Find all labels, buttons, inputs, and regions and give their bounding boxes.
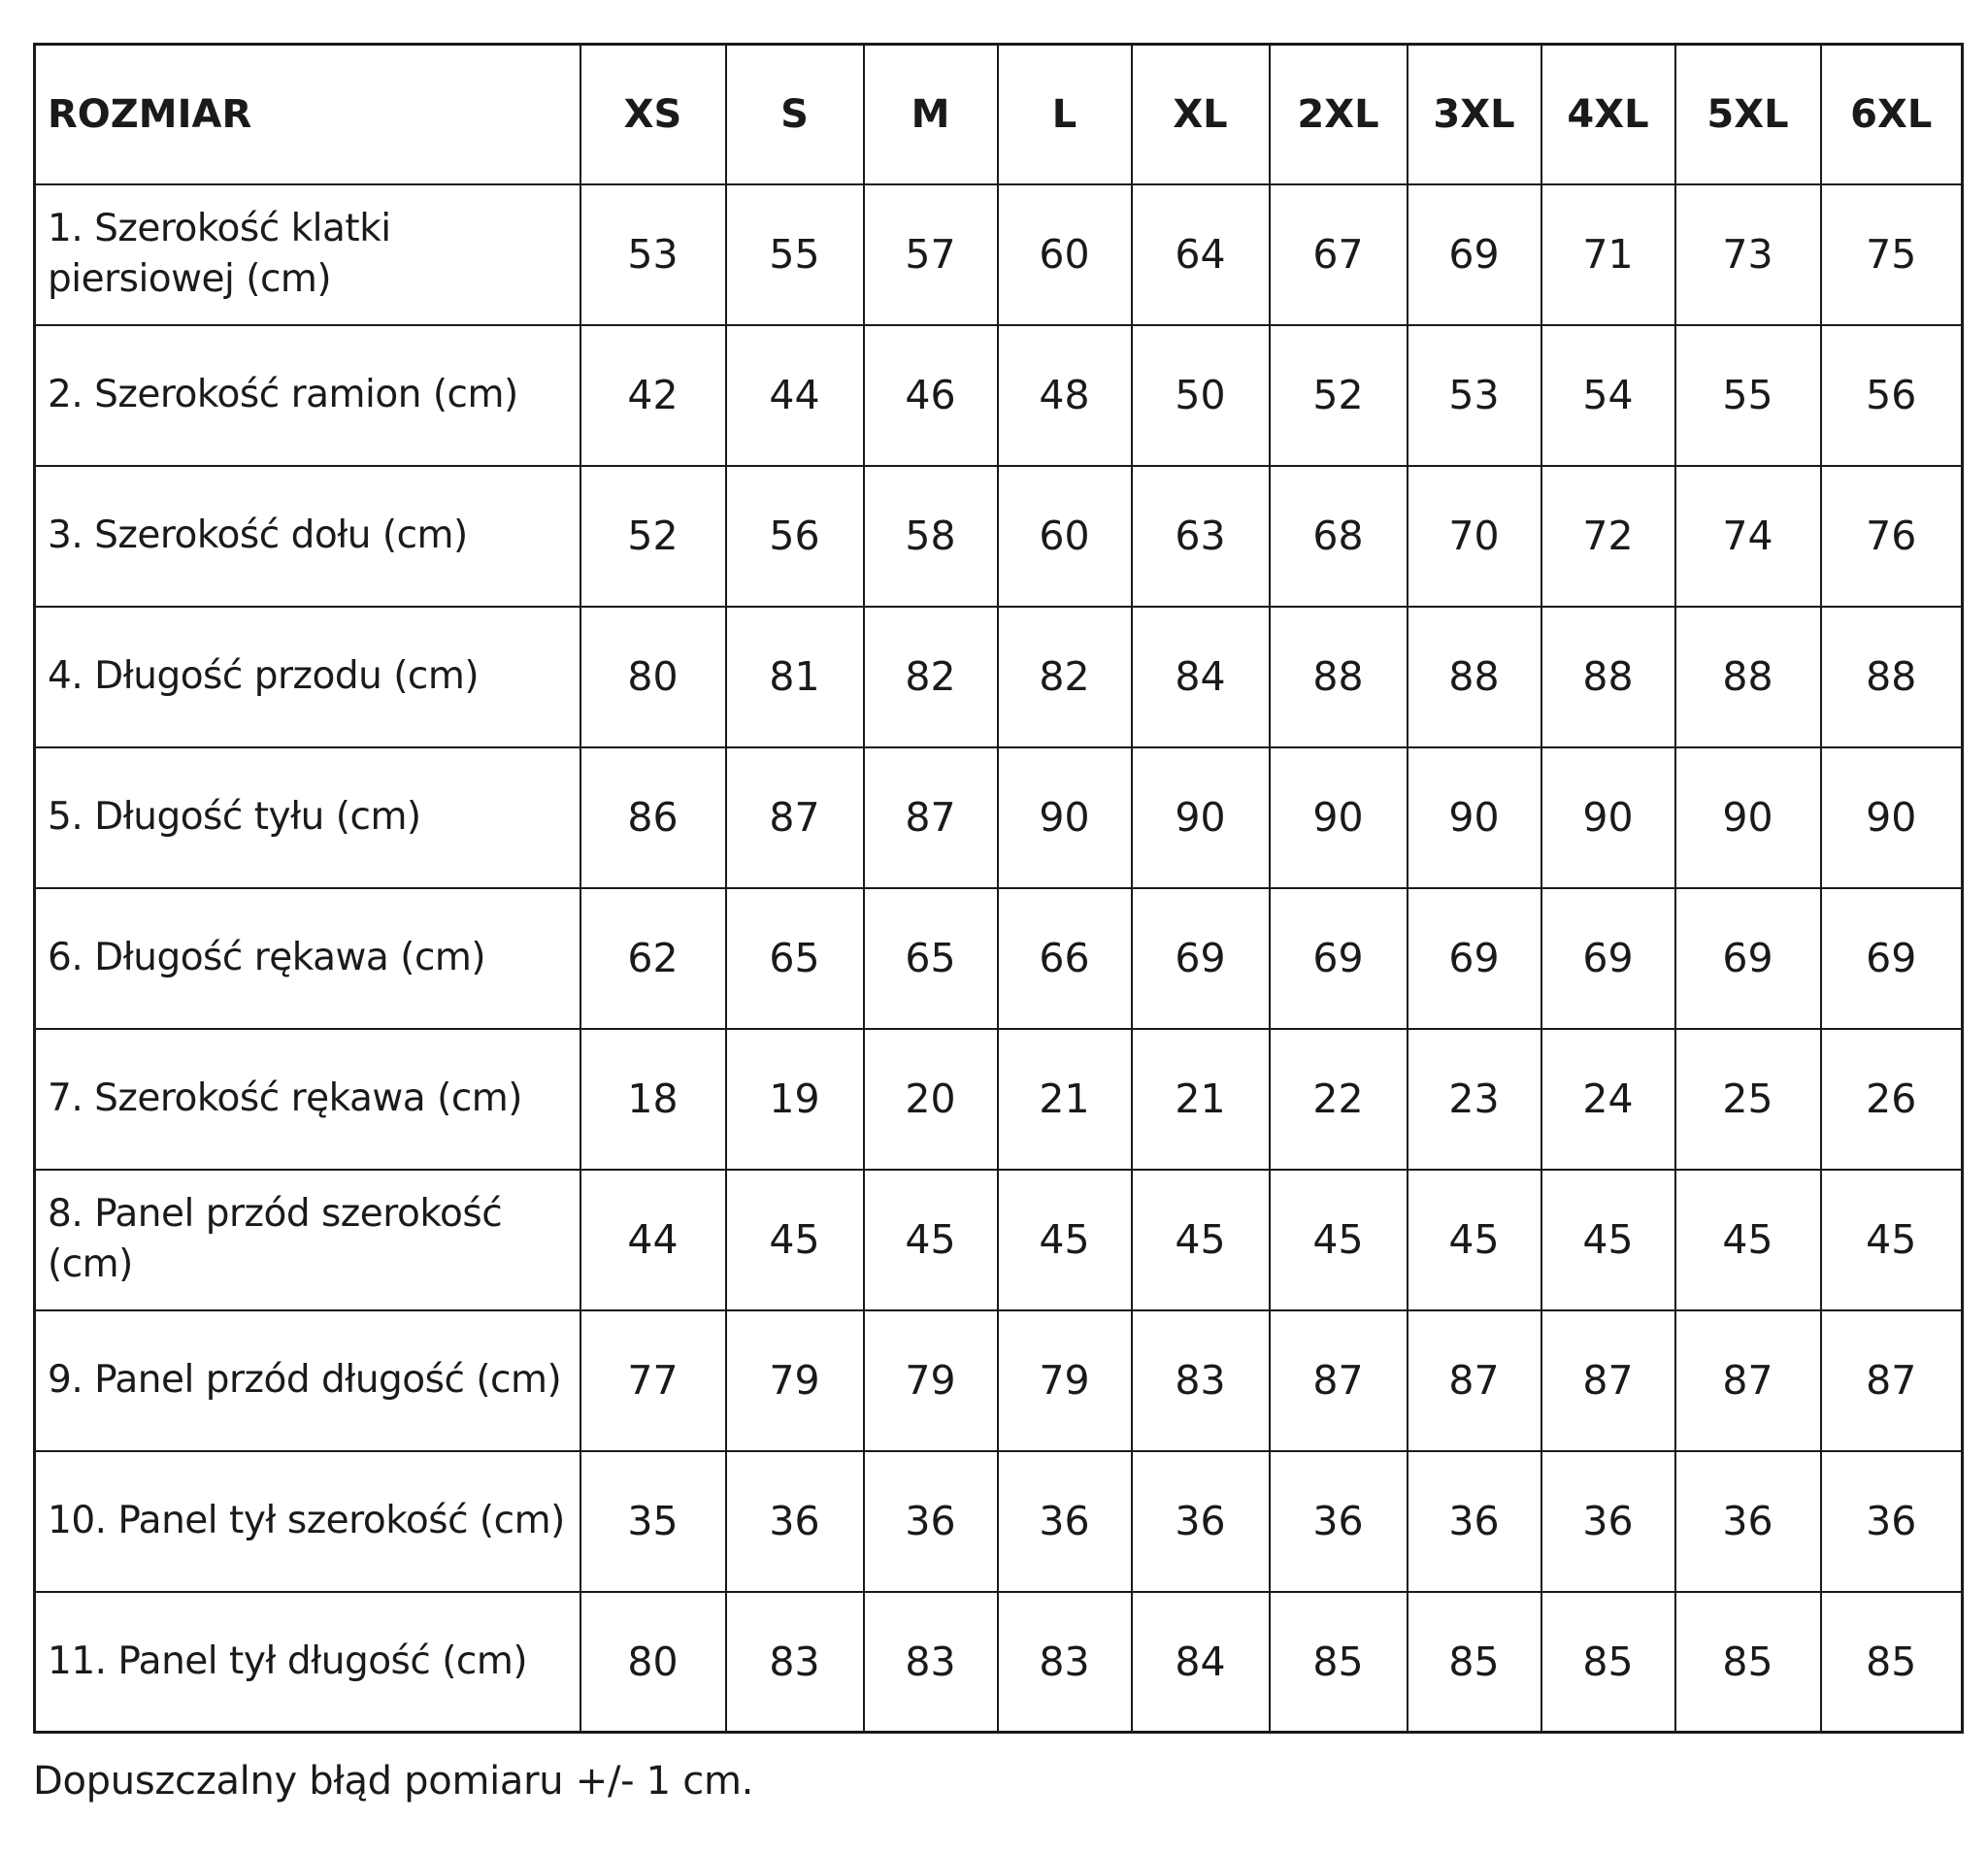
table-cell: 21: [1132, 1029, 1270, 1170]
table-cell: 80: [580, 1592, 726, 1733]
table-cell: 88: [1541, 607, 1675, 747]
table-cell: 86: [580, 747, 726, 888]
table-cell: 63: [1132, 466, 1270, 607]
header-size-3xl: 3XL: [1408, 45, 1541, 184]
table-cell: 36: [726, 1451, 864, 1592]
table-cell: 36: [1821, 1451, 1963, 1592]
table-cell: 25: [1675, 1029, 1821, 1170]
row-label: 7. Szerokość rękawa (cm): [35, 1029, 580, 1170]
table-cell: 87: [1675, 1310, 1821, 1451]
header-size-4xl: 4XL: [1541, 45, 1675, 184]
table-cell: 26: [1821, 1029, 1963, 1170]
table-cell: 90: [1270, 747, 1408, 888]
table-row: [35, 1029, 1963, 1170]
table-cell: 90: [1132, 747, 1270, 888]
table-cell: 67: [1270, 184, 1408, 325]
table-cell: 57: [864, 184, 998, 325]
table-cell: 84: [1132, 607, 1270, 747]
table-cell: 83: [864, 1592, 998, 1733]
table-cell: 74: [1675, 466, 1821, 607]
table-cell: 42: [580, 325, 726, 466]
table-cell: 69: [1408, 184, 1541, 325]
table-row: [35, 1451, 1963, 1592]
table-cell: 85: [1270, 1592, 1408, 1733]
row-label: 2. Szerokość ramion (cm): [35, 325, 580, 466]
header-size-s: S: [726, 45, 864, 184]
table-cell: 69: [1132, 888, 1270, 1029]
table-cell: 46: [864, 325, 998, 466]
row-label: 6. Długość rękawa (cm): [35, 888, 580, 1029]
table-cell: 68: [1270, 466, 1408, 607]
table-cell: 45: [1541, 1170, 1675, 1310]
table-cell: 90: [998, 747, 1132, 888]
table-cell: 62: [580, 888, 726, 1029]
header-size-m: M: [864, 45, 998, 184]
table-cell: 90: [1675, 747, 1821, 888]
table-cell: 48: [998, 325, 1132, 466]
row-label: 1. Szerokość klatki piersiowej (cm): [35, 184, 580, 325]
table-cell: 58: [864, 466, 998, 607]
table-cell: 88: [1408, 607, 1541, 747]
table-cell: 24: [1541, 1029, 1675, 1170]
table-cell: 35: [580, 1451, 726, 1592]
table-cell: 20: [864, 1029, 998, 1170]
table-cell: 65: [726, 888, 864, 1029]
table-body: [35, 184, 1963, 1733]
header-size-2xl: 2XL: [1270, 45, 1408, 184]
table-cell: 77: [580, 1310, 726, 1451]
header-size-label: ROZMIAR: [35, 45, 580, 184]
table-cell: 60: [998, 466, 1132, 607]
table-cell: 88: [1675, 607, 1821, 747]
header-size-xs: XS: [580, 45, 726, 184]
table-cell: 23: [1408, 1029, 1541, 1170]
table-cell: 56: [726, 466, 864, 607]
table-cell: 50: [1132, 325, 1270, 466]
table-row: [35, 1170, 1963, 1310]
row-label: 5. Długość tyłu (cm): [35, 747, 580, 888]
table-cell: 79: [998, 1310, 1132, 1451]
table-cell: 18: [580, 1029, 726, 1170]
table-cell: 56: [1821, 325, 1963, 466]
table-cell: 44: [726, 325, 864, 466]
table-cell: 87: [726, 747, 864, 888]
table-cell: 69: [1821, 888, 1963, 1029]
table-cell: 72: [1541, 466, 1675, 607]
table-cell: 83: [1132, 1310, 1270, 1451]
table-row: [35, 1592, 1963, 1733]
table-cell: 76: [1821, 466, 1963, 607]
table-row: [35, 607, 1963, 747]
table-row: [35, 888, 1963, 1029]
table-cell: 82: [864, 607, 998, 747]
table-cell: 45: [1132, 1170, 1270, 1310]
table-cell: 87: [1821, 1310, 1963, 1451]
table-cell: 70: [1408, 466, 1541, 607]
table-cell: 85: [1408, 1592, 1541, 1733]
table-cell: 45: [1675, 1170, 1821, 1310]
table-cell: 21: [998, 1029, 1132, 1170]
table-cell: 69: [1270, 888, 1408, 1029]
table-cell: 87: [864, 747, 998, 888]
table-cell: 88: [1270, 607, 1408, 747]
table-row: [35, 1310, 1963, 1451]
table-cell: 85: [1541, 1592, 1675, 1733]
table-cell: 36: [998, 1451, 1132, 1592]
table-cell: 53: [1408, 325, 1541, 466]
header-size-6xl: 6XL: [1821, 45, 1963, 184]
table-row: [35, 184, 1963, 325]
header-size-5xl: 5XL: [1675, 45, 1821, 184]
table-cell: 87: [1408, 1310, 1541, 1451]
table-cell: 45: [1408, 1170, 1541, 1310]
table-cell: 65: [864, 888, 998, 1029]
table-cell: 79: [726, 1310, 864, 1451]
table-cell: 84: [1132, 1592, 1270, 1733]
table-cell: 71: [1541, 184, 1675, 325]
table-cell: 85: [1675, 1592, 1821, 1733]
table-cell: 55: [726, 184, 864, 325]
table-cell: 83: [726, 1592, 864, 1733]
table-cell: 45: [998, 1170, 1132, 1310]
table-cell: 81: [726, 607, 864, 747]
table-cell: 36: [864, 1451, 998, 1592]
table-cell: 22: [1270, 1029, 1408, 1170]
table-cell: 60: [998, 184, 1132, 325]
table-cell: 87: [1541, 1310, 1675, 1451]
header-size-xl: XL: [1132, 45, 1270, 184]
table-cell: 36: [1675, 1451, 1821, 1592]
table-cell: 55: [1675, 325, 1821, 466]
table-cell: 45: [1270, 1170, 1408, 1310]
row-label: 3. Szerokość dołu (cm): [35, 466, 580, 607]
table-cell: 36: [1270, 1451, 1408, 1592]
table-cell: 79: [864, 1310, 998, 1451]
size-chart-table: [33, 43, 1964, 1734]
header-row: [35, 45, 1963, 184]
table-cell: 53: [580, 184, 726, 325]
row-label: 10. Panel tył szerokość (cm): [35, 1451, 580, 1592]
table-cell: 85: [1821, 1592, 1963, 1733]
table-cell: 69: [1408, 888, 1541, 1029]
table-cell: 45: [864, 1170, 998, 1310]
table-cell: 36: [1132, 1451, 1270, 1592]
row-label: 4. Długość przodu (cm): [35, 607, 580, 747]
table-cell: 82: [998, 607, 1132, 747]
table-cell: 52: [1270, 325, 1408, 466]
table-cell: 90: [1408, 747, 1541, 888]
table-cell: 36: [1408, 1451, 1541, 1592]
measurement-tolerance-note: Dopuszczalny błąd pomiaru +/- 1 cm.: [33, 1759, 754, 1804]
table-cell: 69: [1541, 888, 1675, 1029]
table-row: [35, 466, 1963, 607]
table-cell: 52: [580, 466, 726, 607]
table-cell: 75: [1821, 184, 1963, 325]
table-cell: 66: [998, 888, 1132, 1029]
table-cell: 90: [1821, 747, 1963, 888]
row-label: 11. Panel tył długość (cm): [35, 1592, 580, 1733]
table-cell: 69: [1675, 888, 1821, 1029]
table-cell: 80: [580, 607, 726, 747]
table-cell: 73: [1675, 184, 1821, 325]
table-row: [35, 747, 1963, 888]
table-cell: 88: [1821, 607, 1963, 747]
table-cell: 54: [1541, 325, 1675, 466]
table-cell: 19: [726, 1029, 864, 1170]
table-cell: 83: [998, 1592, 1132, 1733]
table-cell: 64: [1132, 184, 1270, 325]
row-label: 8. Panel przód szerokość (cm): [35, 1170, 580, 1310]
row-label: 9. Panel przód długość (cm): [35, 1310, 580, 1451]
table-cell: 87: [1270, 1310, 1408, 1451]
table-cell: 45: [1821, 1170, 1963, 1310]
header-size-l: L: [998, 45, 1132, 184]
table-cell: 45: [726, 1170, 864, 1310]
table-row: [35, 325, 1963, 466]
table-cell: 44: [580, 1170, 726, 1310]
table-cell: 90: [1541, 747, 1675, 888]
table-cell: 36: [1541, 1451, 1675, 1592]
